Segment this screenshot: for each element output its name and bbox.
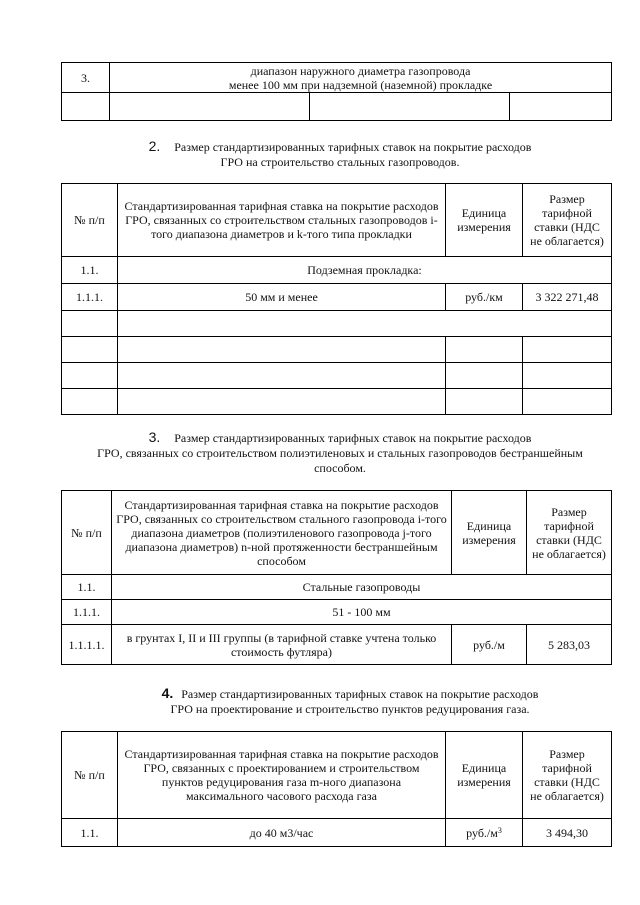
section-number: 4. [161, 685, 174, 701]
empty-cell [510, 93, 612, 121]
row-number: 1.1.1.1. [62, 625, 112, 665]
empty-cell [118, 363, 446, 389]
row-rate: 5 283,03 [527, 625, 612, 665]
section-number: 2. [148, 138, 161, 154]
header-unit: Единица измерения [446, 732, 523, 819]
header-unit: Единица измерения [446, 184, 523, 257]
row-description: Подземная прокладка: [118, 257, 612, 284]
section-4-heading: 4. Размер стандартизированных тарифных ставок на покрытие расходов ГРО на проектирование и строительство пунктов редуцирования газа. [161, 685, 539, 716]
section-number: 3. [148, 429, 161, 445]
row-number: 1.1. [62, 575, 112, 600]
section-2-table [61, 183, 612, 415]
empty-cell [118, 389, 446, 415]
row-number: 1.1.1. [62, 600, 112, 625]
header-rate: Размер тарифной ставки (НДС не облагается) [523, 732, 612, 819]
empty-cell [62, 93, 110, 121]
row-description: 51 - 100 мм [112, 600, 612, 625]
row-description: Стальные газопроводы [112, 575, 612, 600]
row-unit: руб./км [446, 284, 523, 311]
header-rate: Размер тарифной ставки (НДС не облагается) [523, 184, 612, 257]
header-description: Стандартизированная тарифная ставка на покрытие расходов ГРО, связанных со строительством стального газопровода i-того диапазона диаметров (полиэтиленового газопровода j-того диапазона диаметров) n-ной протяженности бестраншейным способом [112, 491, 452, 575]
header-rate: Размер тарифной ставки (НДС не облагается) [527, 491, 612, 575]
section-3-table [61, 490, 612, 665]
empty-cell [62, 363, 118, 389]
empty-cell [523, 389, 612, 415]
unit-superscript: 3 [497, 825, 502, 835]
row-description: до 40 м3/час [118, 819, 446, 847]
row-rate: 3 494,30 [523, 819, 612, 847]
empty-cell [118, 311, 612, 337]
row-number: 3. [62, 63, 110, 93]
header-description: Стандартизированная тарифная ставка на покрытие расходов ГРО, связанных со строительством стальных газопроводов i-того диапазона диаметров и k-того типа прокладки [118, 184, 446, 257]
header-number: № п/п [62, 184, 118, 257]
row-number: 1.1. [62, 819, 118, 847]
empty-cell [62, 337, 118, 363]
empty-cell [523, 337, 612, 363]
empty-cell [446, 337, 523, 363]
empty-cell [310, 93, 510, 121]
section-4-table [61, 731, 612, 847]
header-number: № п/п [62, 732, 118, 819]
row-description: диапазон наружного диаметра газопровода менее 100 мм при надземной (наземной) прокладке [110, 63, 612, 93]
row-description: в грунтах I, II и III группы (в тарифной ставке учтена только стоимость футляра) [112, 625, 452, 665]
row-unit: $руб./м^3$ [446, 819, 523, 847]
header-number: № п/п [62, 491, 112, 575]
empty-cell [523, 363, 612, 389]
header-description: Стандартизированная тарифная ставка на покрытие расходов ГРО, связанных с проектированием и строительством пунктов редуцирования газа m-ного диапазона максимального часового расхода газа [118, 732, 446, 819]
empty-cell [446, 389, 523, 415]
row-unit: руб./м [452, 625, 527, 665]
row-description: 50 мм и менее [118, 284, 446, 311]
header-unit: Единица измерения [452, 491, 527, 575]
section-2-heading: 2. Размер стандартизированных тарифных ставок на покрытие расходов ГРО на строительство стальных газопроводов. [148, 138, 532, 169]
row-number: 1.1. [62, 257, 118, 284]
empty-cell [118, 337, 446, 363]
row-rate: 3 322 271,48 [523, 284, 612, 311]
row-number: 1.1.1. [62, 284, 118, 311]
empty-cell [62, 311, 118, 337]
section-3-heading: 3. Размер стандартизированных тарифных ставок на покрытие расходов ГРО, связанных со строительством полиэтиленовых и стальных газопроводов бестраншейным способом. [97, 429, 583, 475]
top-table [61, 62, 612, 121]
empty-cell [446, 363, 523, 389]
empty-cell [110, 93, 310, 121]
empty-cell [62, 389, 118, 415]
